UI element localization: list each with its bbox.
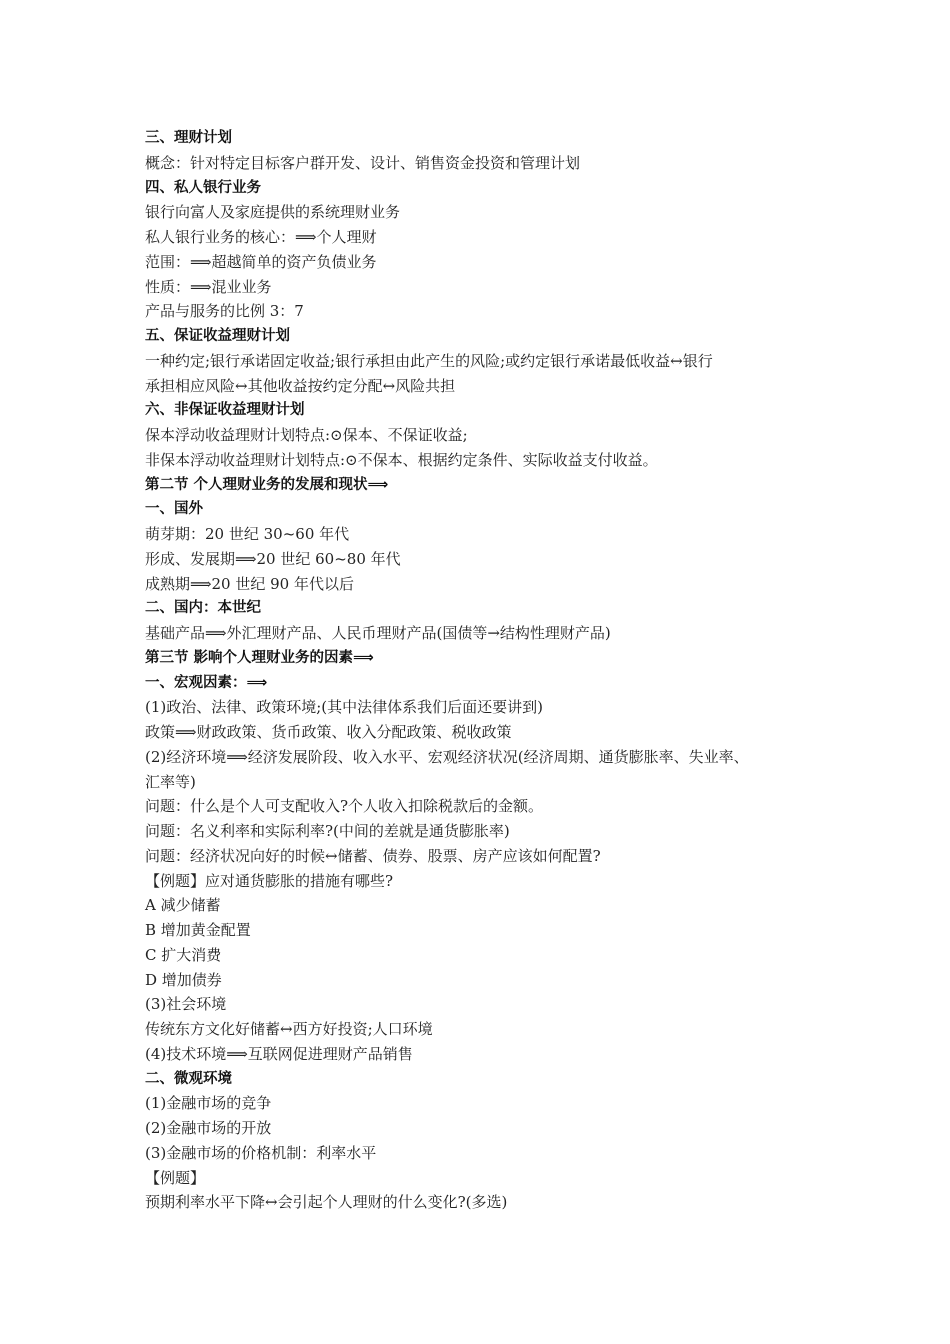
section-heading: 第三节 影响个人理财业务的因素⟹ xyxy=(145,649,374,666)
paragraph-line: 性质：⟹混业业务 xyxy=(145,277,272,296)
paragraph-line: 政策⟹财政政策、货币政策、收入分配政策、税收政策 xyxy=(145,723,512,741)
paragraph-line: (4)技术环境⟹互联网促进理财产品销售 xyxy=(145,1044,413,1063)
paragraph-line: C 扩大消费 xyxy=(145,945,222,964)
paragraph-line: 范围：⟹超越简单的资产负债业务 xyxy=(145,252,377,271)
section-heading: 六、非保证收益理财计划 xyxy=(145,402,305,419)
section-heading: 一、宏观因素：⟹ xyxy=(145,674,268,691)
paragraph-line: 问题：什么是个人可支配收入?个人收入扣除税款后的金额。 xyxy=(145,797,544,816)
paragraph-line: (3)社会环境 xyxy=(145,995,227,1014)
paragraph-line: 汇率等) xyxy=(145,772,196,791)
paragraph-line: 问题：名义利率和实际利率?(中间的差就是通货膨胀率) xyxy=(145,822,510,840)
section-heading: 第二节 个人理财业务的发展和现状⟹ xyxy=(145,476,389,493)
paragraph-line: 【例题】应对通货膨胀的措施有哪些? xyxy=(145,871,394,890)
paragraph-line: (3)金融市场的价格机制：利率水平 xyxy=(145,1143,377,1162)
paragraph-line: D 增加债券 xyxy=(145,970,222,989)
section-heading: 四、私人银行业务 xyxy=(145,179,261,196)
paragraph-line: 传统东方文化好储蓄↔西方好投资;人口环境 xyxy=(145,1020,433,1038)
paragraph-line: 【例题】 xyxy=(145,1168,206,1187)
paragraph-line: 银行向富人及家庭提供的系统理财业务 xyxy=(145,203,401,222)
paragraph-line: (1)政治、法律、政策环境;(其中法律体系我们后面还要讲到) xyxy=(145,698,544,717)
paragraph-line: 预期利率水平下降↔会引起个人理财的什么变化?(多选) xyxy=(145,1193,508,1212)
paragraph-line: 承担相应风险↔其他收益按约定分配↔风险共担 xyxy=(145,376,456,395)
paragraph-line: 保本浮动收益理财计划特点:⊙保本、不保证收益; xyxy=(145,426,468,444)
paragraph-line: A 减少储蓄 xyxy=(145,896,221,915)
paragraph-line: 一种约定;银行承诺固定收益;银行承担由此产生的风险;或约定银行承诺最低收益↔银行 xyxy=(145,351,713,370)
section-heading: 五、保证收益理财计划 xyxy=(145,328,290,344)
paragraph-line: (2)金融市场的开放 xyxy=(145,1119,272,1137)
paragraph-line: 产品与服务的比例 3：7 xyxy=(145,302,304,321)
paragraph-line: 形成、发展期⟹20 世纪 60~80 年代 xyxy=(145,549,401,568)
section-heading: 二、国内：本世纪 xyxy=(145,600,261,617)
paragraph-line: 成熟期⟹20 世纪 90 年代以后 xyxy=(145,574,354,593)
paragraph-line: B 增加黄金配置 xyxy=(145,921,251,939)
paragraph-line: 私人银行业务的核心：⟹个人理财 xyxy=(145,228,377,246)
paragraph-line: 非保本浮动收益理财计划特点:⊙不保本、根据约定条件、实际收益支付收益。 xyxy=(145,450,658,469)
paragraph-line: (1)金融市场的竞争 xyxy=(145,1094,272,1113)
section-heading: 一、国外 xyxy=(145,501,203,518)
document-body xyxy=(145,126,845,1215)
paragraph-line: 问题：经济状况向好的时候↔储蓄、债券、股票、房产应该如何配置? xyxy=(145,846,601,865)
paragraph-line: 萌芽期：20 世纪 30~60 年代 xyxy=(145,525,350,543)
paragraph-line: 概念：针对特定目标客户群开发、设计、销售资金投资和管理计划 xyxy=(145,153,581,172)
paragraph-line: (2)经济环境⟹经济发展阶段、收入水平、宏观经济状况(经济周期、通货膨胀率、失业率、 xyxy=(145,747,749,766)
section-heading: 三、理财计划 xyxy=(145,130,232,146)
paragraph-line: 基础产品⟹外汇理财产品、人民币理财产品(国债等→结构性理财产品) xyxy=(145,624,611,642)
section-heading: 二、微观环境 xyxy=(145,1070,232,1087)
